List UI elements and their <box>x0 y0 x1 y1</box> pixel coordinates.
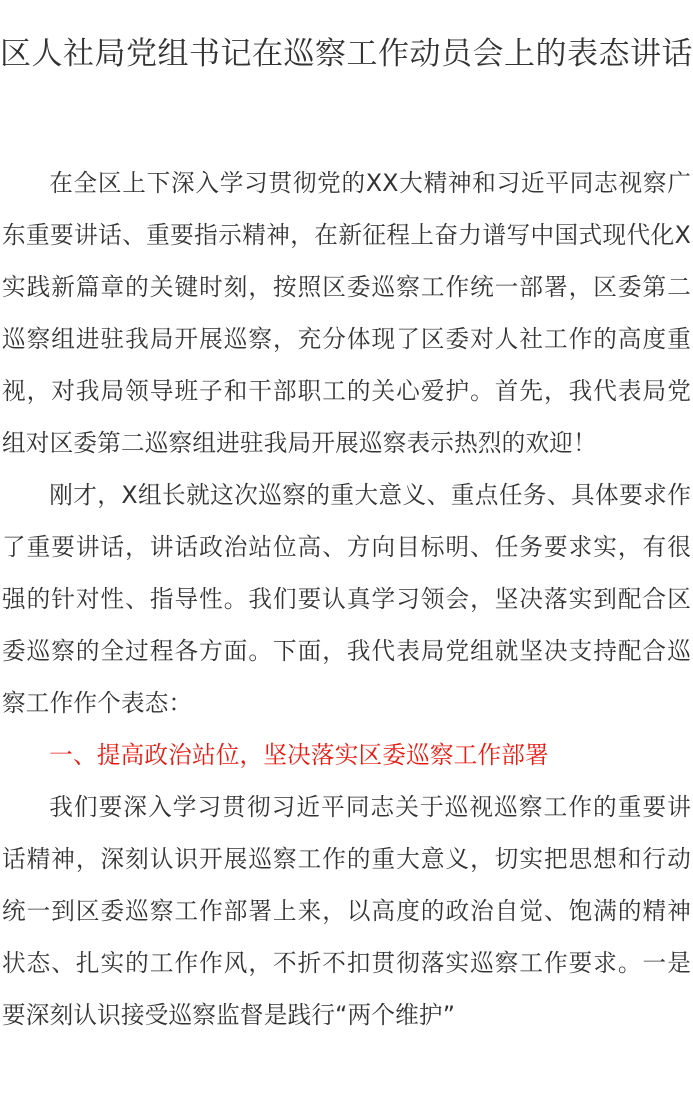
document-title: 区人社局党组书记在巡察工作动员会上的表态讲话 <box>0 36 693 72</box>
paragraph-response: 刚才，X组长就这次巡察的重大意义、重点任务、具体要求作了重要讲话，讲话政治站位高、方向目标明、任务要求实，有很强的针对性、指导性。我们要认真学习领会，坚决落实到配合区委巡察的全过程各方面。下面，我代表局党组就坚决支持配合巡察工作作个表态： <box>2 481 691 717</box>
document-body <box>2 157 691 1041</box>
paragraph-section-1: 我们要深入学习贯彻习近平同志关于巡视巡察工作的重要讲话精神，深刻认识开展巡察工作的重大意义，切实把思想和行动统一到区委巡察工作部署上来，以高度的政治自觉、饱满的精神状态、扎实的工作作风，不折不扣贯彻落实巡察工作要求。一是要深刻认识接受巡察监督是践行“两个维护” <box>2 793 691 1029</box>
section-heading-1: 一、提高政治站位，坚决落实区委巡察工作部署 <box>49 741 549 769</box>
paragraph-intro: 在全区上下深入学习贯彻党的XX大精神和习近平同志视察广东重要讲话、重要指示精神，在新征程上奋力谱写中国式现代化X实践新篇章的关键时刻，按照区委巡察工作统一部署，区委第二巡察组进驻我局开展巡察，充分体现了区委对人社工作的高度重视，对我局领导班子和干部职工的关心爱护。首先，我代表局党组对区委第二巡察组进驻我局开展巡察表示热烈的欢迎！ <box>2 169 691 457</box>
